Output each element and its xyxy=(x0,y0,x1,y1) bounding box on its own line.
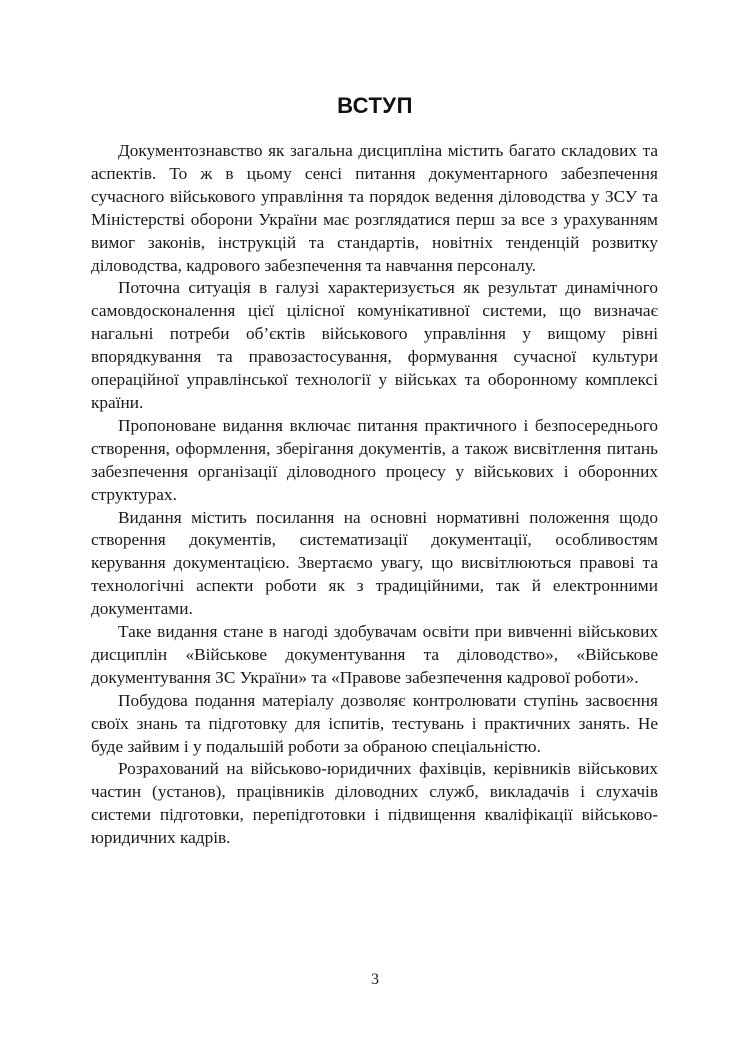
paragraph: Таке видання стане в нагоді здобувачам освіти при вивченні військових дисциплін «Військове документування та діловодство», «Військове документування ЗС України» та «Правове забезпечення кадрової роботи». xyxy=(91,622,658,687)
paragraph: Видання містить посилання на основні нормативні положення щодо створення документів, систематизації документації, особливостям керування документацією. Звертаємо увагу, що висвітлюються правові та технологічні аспекти роботи як з традиційними, так й електронними документами. xyxy=(91,507,658,619)
page-number: 3 xyxy=(371,971,379,988)
paragraph: Побудова подання матеріалу дозволяє контролювати ступінь засвоєння своїх знань та підготовку для іспитів, тестувань і практичних занять. Не буде зайвим і у подальшій роботи за обраною спеціальністю. xyxy=(91,690,658,756)
paragraph: Розрахований на військово-юридичних фахівців, керівників військових частин (установ), працівників діловодних служб, викладачів і слухачів системи підготовки, перепідготовки і підвищення кваліфікації військово-юридичних кадрів. xyxy=(91,759,658,848)
paragraph: Поточна ситуація в галузі характеризується як результат динамічного самовдосконалення цієї цілісної комунікативної системи, що визначає нагальні потреби об’єктів військового управління у вищому рівні впорядкування та правозастосування, формування сучасної культури операційної управлінської технології у військах та оборонному комплексі країни. xyxy=(91,278,658,412)
paragraph: Документознавство як загальна дисципліна містить багато складових та аспектів. То ж в цьому сенсі питання документарного забезпечення сучасного військового управління та порядок ведення діловодства у ЗСУ та Міністерстві оборони України має розглядатися перш за все з урахуванням вимог законів, інструкцій та стандартів, новітніх тенденцій розвитку діловодства, кадрового забезпечення та навчання персоналу. xyxy=(91,141,658,275)
page-title: ВСТУП xyxy=(337,93,413,118)
body-text xyxy=(91,140,658,850)
paragraph: Пропоноване видання включає питання практичного і безпосереднього створення, оформлення, зберігання документів, а також висвітлення питань забезпечення організації діловодного процесу у військових і оборонних структурах. xyxy=(91,415,658,504)
